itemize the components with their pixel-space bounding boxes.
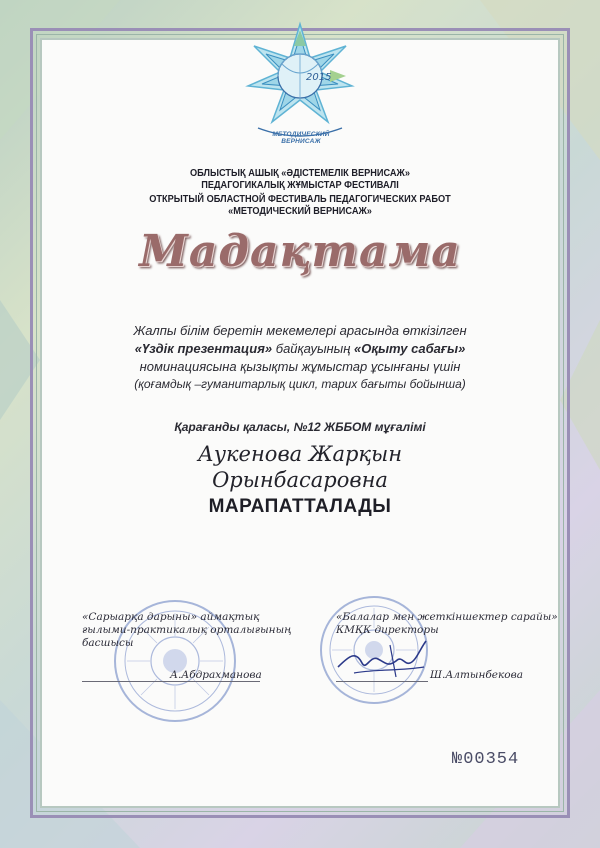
right-signatory-org-line-1: «Балалар мен жеткіншектер сарайы» [336,611,558,623]
recipient-position: Қарағанды қаласы, №12 ЖББОМ мұғалімі [174,420,426,434]
body-line-2-middle: байқауының [272,341,355,356]
certificate-title: Мадақтама [139,226,461,277]
awarded-text: МАРАПАТТАЛАДЫ [208,496,392,517]
recipient-name-line-1: Аукенова Жарқын [197,442,403,466]
left-signatory-title: басшысы [82,637,134,649]
organizer-kz-line-1: ОБЛЫСТЫҚ АШЫҚ «ӘДІСТЕМЕЛІК ВЕРНИСАЖ» [189,168,410,179]
contest-name: «Үздік презентация» [134,341,273,356]
serial-number: №00354 [452,750,520,769]
organizer-ru-line-1: ОТКРЫТЫЙ ОБЛАСТНОЙ ФЕСТИВАЛЬ ПЕДАГОГИЧЕСКИХ РАБОТ [149,194,451,205]
body-line-2 [40,340,560,357]
body-line-3: номинациясына қызықты жұмыстар ұсынғаны үшін [139,359,461,374]
right-signature-line [336,681,428,682]
right-signatory-title: КМҚК директоры [336,624,439,636]
logo-year: 2015 [306,72,332,83]
recipient-name-line-2: Орынбасаровна [212,468,388,492]
organizer-kz-line-2: ПЕДАГОГИКАЛЫҚ ЖҰМЫСТАР ФЕСТИВАЛІ [201,180,399,191]
organizer-ru-line-2: «МЕТОДИЧЕСКИЙ ВЕРНИСАЖ» [228,206,372,217]
left-signatory-name: А.Абдрахманова [170,669,262,681]
body-line-1: Жалпы білім беретін мекемелері арасында өткізілген [133,323,467,338]
left-signatory-org-line-1: «Сарыарқа дарыны» аймақтық [82,611,260,623]
left-signatory-org-line-2: ғылыми-практикалық орталығының [82,624,292,636]
right-signatory-name: Ш.Алтынбекова [430,669,523,681]
nomination-name: «Оқыту сабағы» [354,341,466,356]
body-line-4: (қоғамдық –гуманитарлық цикл, тарих бағыты бойынша) [134,377,466,391]
logo-caption: МЕТОДИЧЕСКИЙ ВЕРНИСАЖ [272,131,330,145]
festival-logo [240,18,360,148]
